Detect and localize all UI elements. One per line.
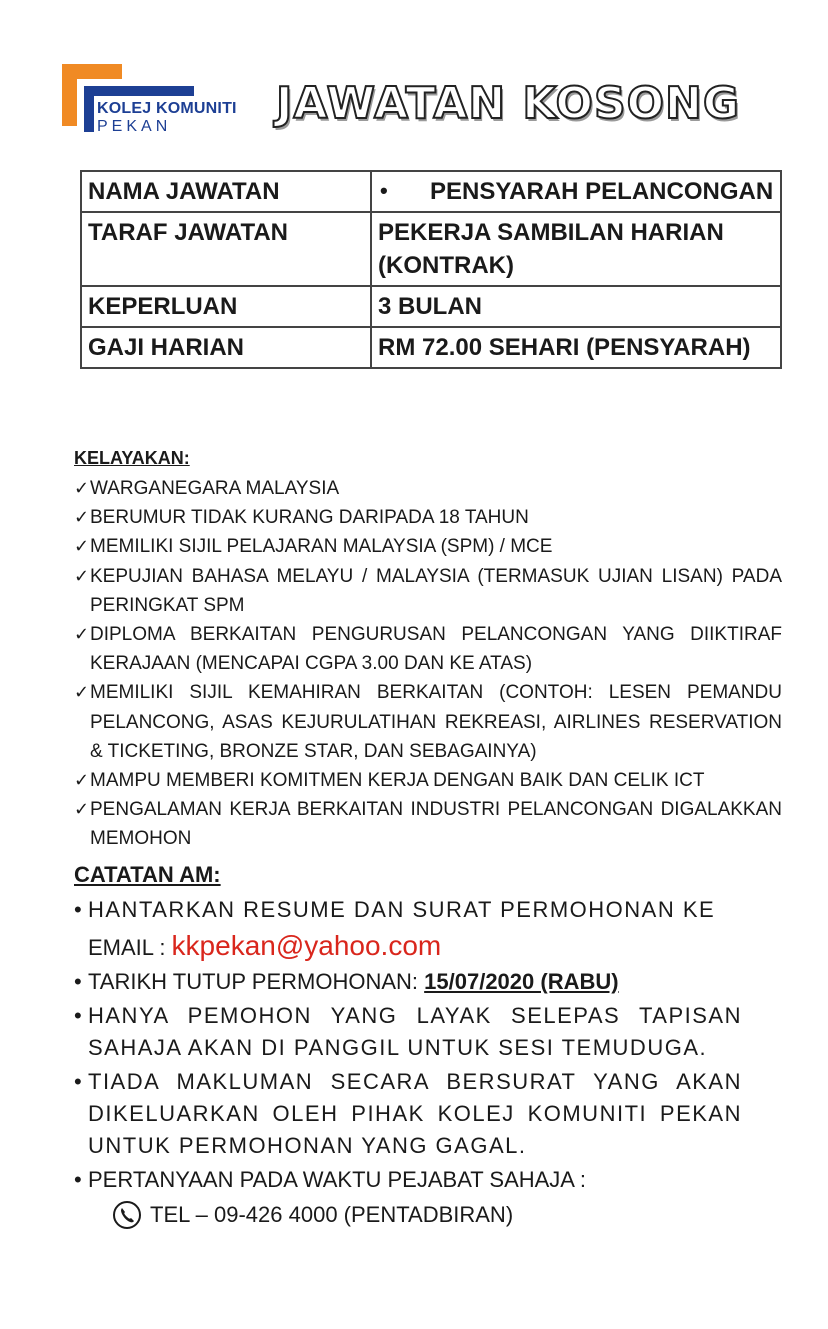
row-value: • PENSYARAH PELANCONGAN [371,171,781,212]
check-icon: ✓ [74,536,90,557]
contact-telephone [112,1200,513,1230]
check-icon: ✓ [74,624,90,645]
row-label: NAMA JAWATAN [81,171,371,212]
list-item: ✓ KEPUJIAN BAHASA MELAYU / MALAYSIA (TERMASUK UJIAN LISAN) PADA PERINGKAT SPM [74,562,782,620]
closing-date: 15/07/2020 (RABU) [424,969,619,994]
table-row [81,212,781,286]
logo-blue-bar [84,86,194,96]
job-details-table [80,170,782,369]
row-value: PEKERJA SAMBILAN HARIAN (KONTRAK) [371,212,781,286]
check-icon: ✓ [74,565,90,586]
bullet-icon: • [74,969,82,994]
email-link[interactable]: kkpekan@yahoo.com [171,930,442,961]
bullet-icon: • [74,897,82,922]
bullet-icon: • [74,1003,82,1028]
bullet-icon: • [380,178,388,203]
bullet-icon: • [74,1069,82,1094]
check-icon: ✓ [74,770,90,791]
notes-list [74,894,742,1198]
check-icon: ✓ [74,507,90,528]
check-icon: ✓ [74,799,90,820]
list-item: ✓ PENGALAMAN KERJA BERKAITAN INDUSTRI PELANCONGAN DIGALAKKAN MEMOHON [74,795,782,853]
table-row [81,286,781,327]
list-item: • PERTANYAAN PADA WAKTU PEJABAT SAHAJA : [74,1164,742,1196]
row-label: KEPERLUAN [81,286,371,327]
list-item: ✓ WARGANEGARA MALAYSIA [74,474,782,503]
list-item: ✓ MAMPU MEMBERI KOMITMEN KERJA DENGAN BAIK DAN CELIK ICT [74,766,782,795]
list-item: ✓ MEMILIKI SIJIL KEMAHIRAN BERKAITAN (CONTOH: LESEN PEMANDU PELANCONG, ASAS KEJURULATIHAN REKREASI, AIRLINES RESERVATION & TICKETING, BRONZE STAR, DAN SEBAGAINYA) [74,678,782,766]
list-item: ✓ DIPLOMA BERKAITAN PENGURUSAN PELANCONGAN YANG DIIKTIRAF KERAJAAN (MENCAPAI CGPA 3.00 DAN KE ATAS) [74,620,782,678]
list-item: • HANTARKAN RESUME DAN SURAT PERMOHONAN KE EMAIL : kkpekan@yahoo.com [74,894,742,964]
qualifications-heading: KELAYAKAN: [74,448,190,468]
qualifications-list [74,474,782,854]
row-value: RM 72.00 SEHARI (PENSYARAH) [371,327,781,368]
logo-name: KOLEJ KOMUNITI [97,100,237,117]
list-item: ✓ MEMILIKI SIJIL PELAJARAN MALAYSIA (SPM) / MCE [74,532,782,561]
logo-subname: PEKAN [97,118,172,135]
table-row [81,171,781,212]
check-icon: ✓ [74,682,90,703]
page-title: JAWATAN KOSONG [276,78,740,129]
list-item: • TARIKH TUTUP PERMOHONAN: 15/07/2020 (RABU) [74,966,742,998]
table-row [81,327,781,368]
notes-heading: CATATAN AM: [74,862,221,887]
check-icon: ✓ [74,478,90,498]
list-item: • TIADA MAKLUMAN SECARA BERSURAT YANG AKAN DIKELUARKAN OLEH PIHAK KOLEJ KOMUNITI PEKAN UNTUK PERMOHONAN YANG GAGAL. [74,1066,742,1162]
phone-icon [112,1200,142,1230]
row-value: 3 BULAN [371,286,781,327]
list-item: • HANYA PEMOHON YANG LAYAK SELEPAS TAPISAN SAHAJA AKAN DI PANGGIL UNTUK SESI TEMUDUGA. [74,1000,742,1064]
telephone-number[interactable]: TEL – 09-426 4000 (PENTADBIRAN) [150,1202,514,1227]
row-label: TARAF JAWATAN [81,212,371,286]
bullet-icon: • [74,1167,82,1192]
kolej-komuniti-logo [62,64,262,140]
row-label: GAJI HARIAN [81,327,371,368]
list-item: ✓ BERUMUR TIDAK KURANG DARIPADA 18 TAHUN [74,503,782,532]
